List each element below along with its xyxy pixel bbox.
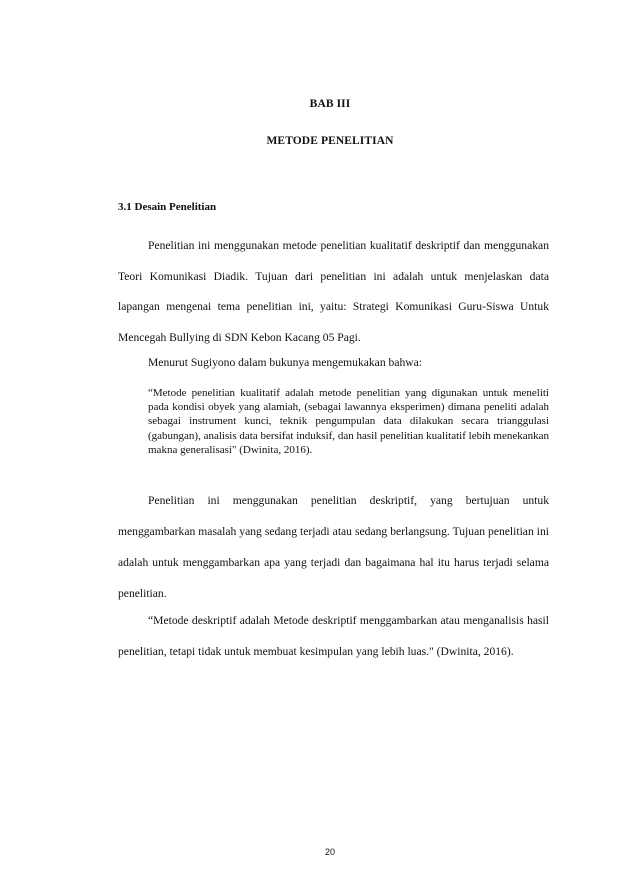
body-paragraph: Menurut Sugiyono dalam bukunya mengemukakan bahwa: — [148, 356, 423, 369]
section-heading: 3.1 Desain Penelitian — [118, 201, 217, 213]
block-quote: “Metode penelitian kualitatif adalah metode penelitian yang digunakan untuk meneliti pada kondisi obyek yang alamiah, (sebagai lawannya eksperimen) dimana peneliti adalah sebagai instrument kunci, teknik pengumpulan data dilakukan secara trianggulasi (gabungan), analisis data bersifat induksif, dan hasil penelitian kualitatif lebih menekankan makna generalisasi" (Dwinita, 2016). — [148, 387, 549, 456]
body-paragraph: Penelitian ini menggunakan penelitian deskriptif, yang bertujuan untuk menggambarkan masalah yang sedang terjadi atau sedang berlangsung. Tujuan penelitian ini adalah untuk menggambarkan apa yang terjadi dan bagaimana hal itu harus terjadi selama penelitian. — [118, 494, 549, 600]
chapter-title: METODE PENELITIAN — [266, 135, 394, 147]
chapter-number: BAB III — [309, 98, 351, 110]
page-number: 20 — [324, 847, 335, 857]
body-paragraph: Penelitian ini menggunakan metode penelitian kualitatif deskriptif dan menggunakan Teori Komunikasi Diadik. Tujuan dari penelitian ini adalah untuk menjelaskan data lapangan mengenai tema penelitian ini, yaitu: Strategi Komunikasi Guru-Siswa Untuk Mencegah Bullying di SDN Kebon Kacang 05 Pagi. — [118, 239, 549, 344]
body-paragraph: “Metode deskriptif adalah Metode deskriptif menggambarkan atau menganalisis hasil penelitian, tetapi tidak untuk membuat kesimpulan yang lebih luas." (Dwinita, 2016). — [118, 614, 549, 658]
